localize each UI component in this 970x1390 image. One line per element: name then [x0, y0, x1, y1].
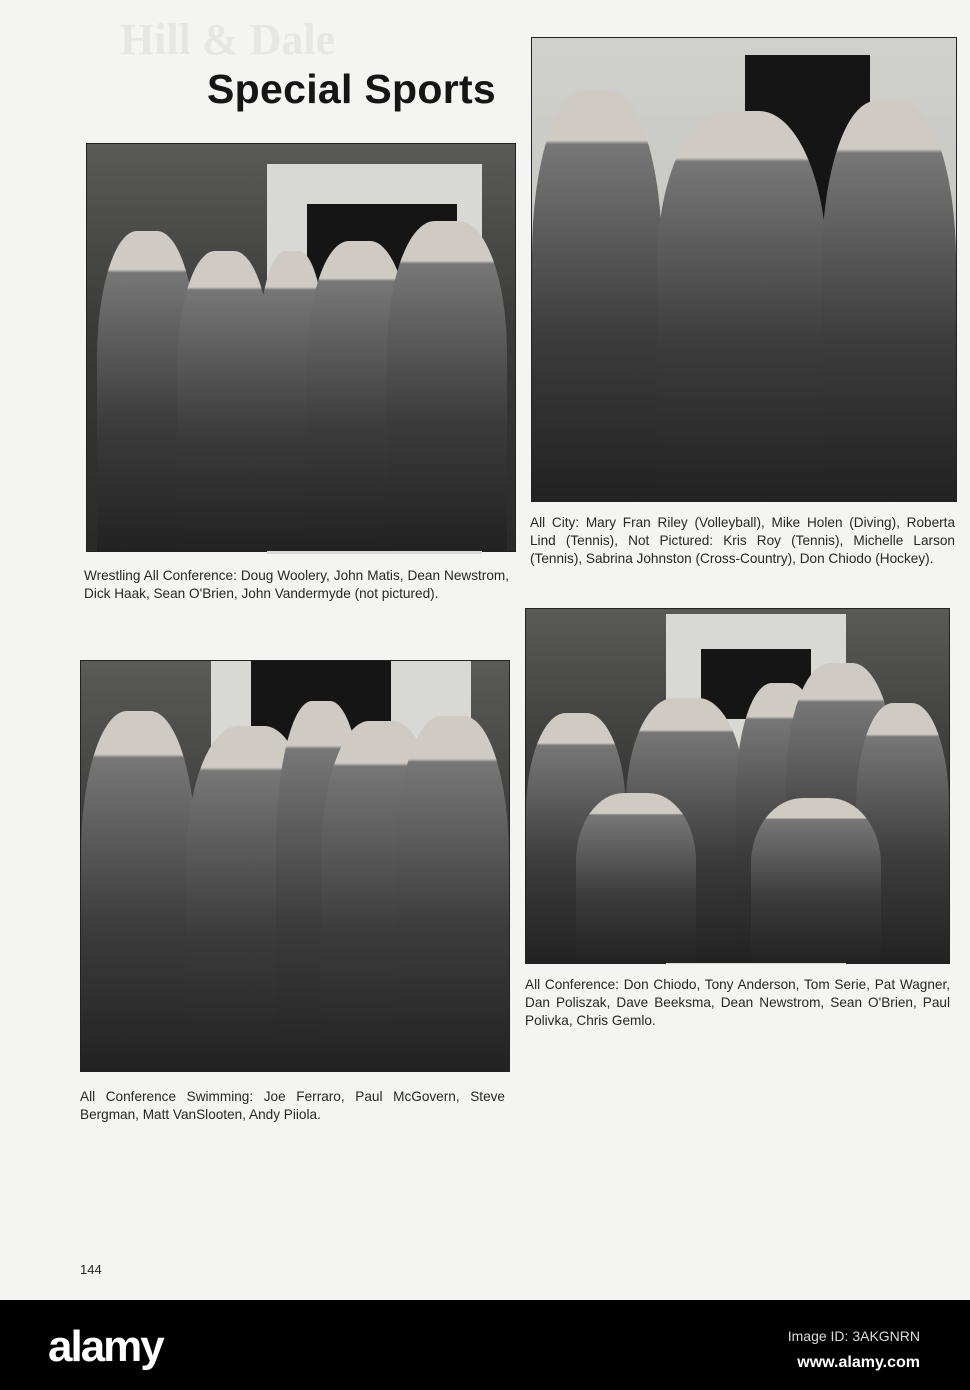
- footer-url: www.alamy.com: [797, 1354, 920, 1371]
- photo-wrestling: [86, 143, 516, 552]
- photo-all-city: [531, 37, 957, 502]
- watermark-footer: [0, 1300, 970, 1390]
- page-title: Special Sports: [207, 66, 497, 112]
- photo-all-conference: [525, 608, 950, 964]
- photo-swimming: [80, 660, 510, 1072]
- image-id: Image ID: 3AKGNRN: [787, 1328, 920, 1344]
- page-number: 144: [80, 1262, 102, 1277]
- caption-wrestling: Wrestling All Conference: Doug Woolery, John Matis, Dean Newstrom, Dick Haak, Sean O'Brien, John Vandermyde (not pictured).: [84, 568, 509, 601]
- caption-swimming: All Conference Swimming: Joe Ferraro, Paul McGovern, Steve Bergman, Matt VanSlooten, Andy Piiola.: [80, 1089, 505, 1122]
- faded-header-text: Hill & Dale: [120, 15, 336, 64]
- caption-all-city: All City: Mary Fran Riley (Volleyball), Mike Holen (Diving), Roberta Lind (Tennis), Not Pictured: Kris Roy (Tennis), Michelle Larson (Tennis), Sabrina Johnston (Cross-Country), Don Chiodo (Hockey).: [530, 515, 955, 566]
- alamy-logo: alamy: [48, 1322, 163, 1371]
- caption-all-conference: All Conference: Don Chiodo, Tony Anderson, Tom Serie, Pat Wagner, Dan Poliszak, Dave Beeksma, Dean Newstrom, Sean O'Brien, Paul Polivka, Chris Gemlo.: [525, 977, 950, 1028]
